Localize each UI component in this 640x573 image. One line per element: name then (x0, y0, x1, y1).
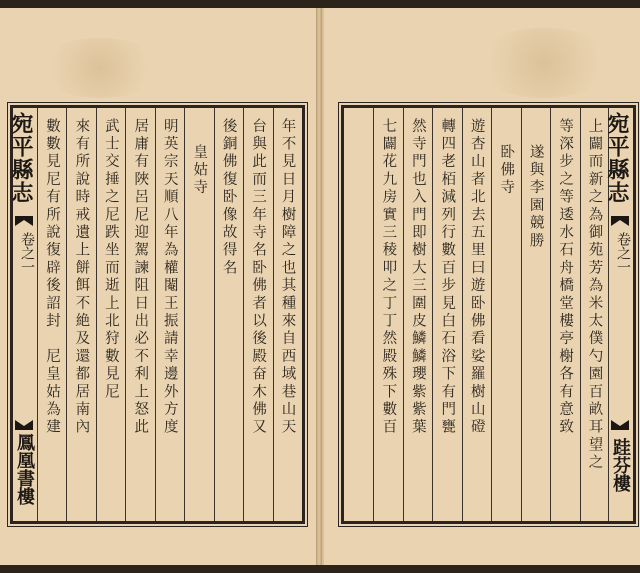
right-text-block (341, 105, 636, 524)
column-text: 轉四老栢減列行數百步見白石浴下有門甕 (439, 118, 456, 437)
column-text: 遂與李園競勝 (527, 144, 544, 251)
paper-stain (474, 28, 614, 98)
text-column (580, 108, 609, 521)
column-rule (462, 108, 463, 521)
column-text: 台與此而三年寺名卧佛者以後殿奋木佛又 (250, 118, 267, 437)
page-banner (604, 108, 633, 521)
text-column (373, 108, 402, 521)
text-column (432, 108, 461, 521)
text-column (243, 108, 272, 521)
fish-tail-mark-icon (15, 216, 33, 226)
column-rule (580, 108, 581, 521)
column-rule (184, 108, 185, 521)
column-text: 來有所說時戒遺上餅餌不絶及還都居南內 (73, 118, 90, 437)
column-text: 七闢花九房實三稜叩之丁丁然殿殊下數百 (380, 118, 397, 437)
column-rule (96, 108, 97, 521)
column-rule (273, 108, 274, 521)
column-rule (125, 108, 126, 521)
column-text: 後銅佛復卧像故得名 (220, 118, 237, 278)
left-text-block (10, 105, 305, 524)
text-column (66, 108, 95, 521)
column-rule (491, 108, 492, 521)
column-rule (373, 108, 374, 521)
column-text: 上闢而新之為御苑芳為米太僕勺園百畝耳望之 (586, 118, 603, 472)
text-column (184, 108, 213, 521)
column-text: 皇姑寺 (191, 144, 208, 198)
text-column (273, 108, 302, 521)
column-text: 武士交捶之尼跌坐而逝上北狩數見尼 (102, 118, 119, 402)
text-column (214, 108, 243, 521)
text-column (37, 108, 66, 521)
column-rule (243, 108, 244, 521)
text-column (521, 108, 550, 521)
text-column (462, 108, 491, 521)
page-banner (8, 108, 37, 521)
left-page (0, 8, 318, 565)
column-text: 卧佛寺 (498, 144, 515, 198)
column-rule (432, 108, 433, 521)
publisher-hall-mark: 鳳凰書樓 (14, 433, 35, 505)
column-rule (155, 108, 156, 521)
fish-tail-mark-icon (15, 420, 33, 430)
publisher-hall-mark: 跬芬樓 (610, 438, 631, 492)
column-text: 數數見尼有所說復辟後詔封 尼皇姑為建 (43, 118, 60, 437)
fish-tail-mark-icon (611, 216, 629, 226)
text-column (491, 108, 520, 521)
column-rule (403, 108, 404, 521)
volume-label: 卷之一 (19, 232, 35, 274)
text-column (155, 108, 184, 521)
fish-tail-mark-icon (611, 420, 629, 430)
column-rule (66, 108, 67, 521)
gazetteer-title: 宛平縣志 (604, 112, 630, 204)
text-column (125, 108, 154, 521)
column-text: 明英宗天順八年為權閹王振請幸邊外方度 (161, 118, 178, 437)
column-rule (521, 108, 522, 521)
column-rule (550, 108, 551, 521)
text-column (550, 108, 579, 521)
volume-label: 卷之一 (615, 232, 631, 274)
column-text: 年不見日月樹障之也其種來自西域巷山天 (279, 118, 296, 437)
text-column (96, 108, 125, 521)
column-text: 然寺門也入門即樹大三圍皮鱗鱗瓔紫紫葉 (409, 118, 426, 437)
right-page (322, 8, 640, 565)
column-rule (214, 108, 215, 521)
paper-stain (40, 38, 160, 98)
gazetteer-title: 宛平縣志 (8, 112, 34, 204)
text-column (403, 108, 432, 521)
column-text: 遊杏山者北去五里曰遊卧佛看娑羅樹山磴 (468, 118, 485, 437)
column-text: 居庸有陜呂尼迎駕諫阻日出必不利上怒此 (132, 118, 149, 437)
column-text: 等深步之等逶水石舟橋堂樓亭榭各有意致 (557, 118, 574, 437)
